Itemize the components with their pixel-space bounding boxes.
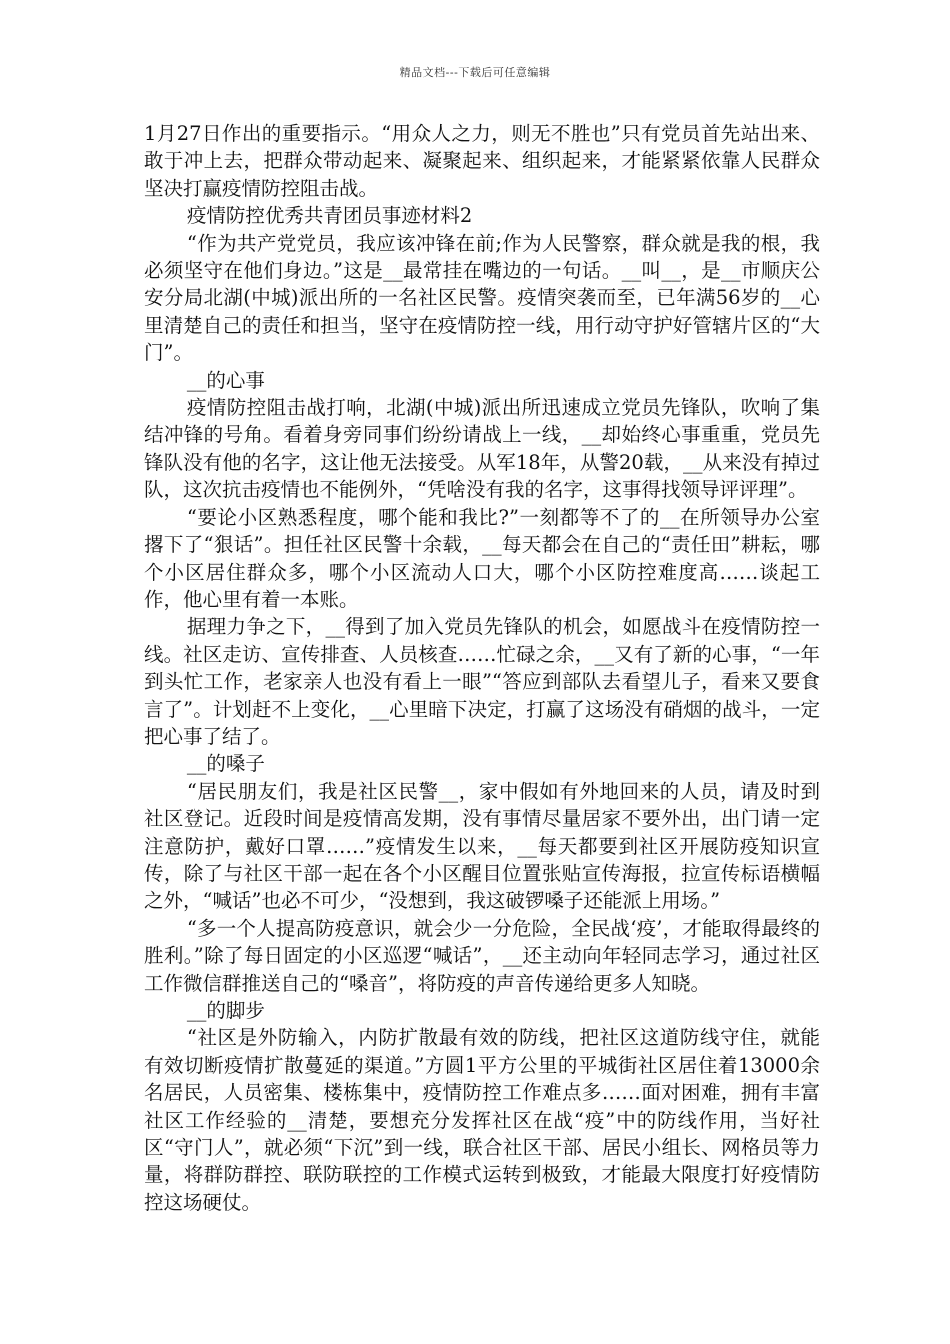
- subsection-heading: __的心事: [186, 368, 265, 392]
- paragraph: “作为共产党党员，我应该冲锋在前;作为人民警察，群众就是我的根，我必须坚守在他们身边。”这是__最常挂在嘴边的一句话。__叫__，是__市顺庆公安分局北湖(中城)派出所的一名社区民警。疫情突袭而至，已年满56岁的__心里清楚自己的责任和担当，坚守在疫情防控一线，用行动守护好管辖片区的“大门”。: [144, 231, 820, 365]
- paragraph: “多一个人提高防疫意识，就会少一分危险，全民战‘疫’，才能取得最终的胜利。”除了每日固定的小区巡逻“喊话”，__还主动向年轻同志学习，通过社区工作微信群推送自己的“嗓音”，将防疫的声音传递给更多人知晓。: [144, 916, 820, 995]
- paragraph: “要论小区熟悉程度，哪个能和我比?”一刻都等不了的__在所领导办公室撂下了“狠话”。担任社区民警十余载，__每天都会在自己的“责任田”耕耘，哪个小区居住群众多，哪个小区流动人口大，哪个小区防控难度高……谈起工作，他心里有着一本账。: [144, 505, 820, 611]
- paragraph: 疫情防控阻击战打响，北湖(中城)派出所迅速成立党员先锋队，吹响了集结冲锋的号角。看着身旁同事们纷纷请战上一线，__却始终心事重重，党员先锋队没有他的名字，这让他无法接受。从军18年，从警20载，__从来没有掉过队，这次抗击疫情也不能例外，“凭啥没有我的名字，这事得找领导评评理”。: [144, 396, 820, 502]
- subsection-heading: __的脚步: [186, 999, 265, 1022]
- subsection-heading: __的嗓子: [186, 752, 265, 776]
- paragraph: 据理力争之下，__得到了加入党员先锋队的机会，如愿战斗在疫情防控一线。社区走访、宣传排查、人员核查……忙碌之余，__又有了新的心事，“一年到头忙工作，老家亲人也没有看上一眼”“答应到部队去看望儿子，看来又要食言了”。计划赶不上变化，__心里暗下决定，打赢了这场没有硝烟的战斗，一定把心事了结了。: [144, 615, 820, 748]
- page-header: 精品文档---下载后可任意编辑: [399, 66, 551, 79]
- paragraph: “居民朋友们，我是社区民警__，家中假如有外地回来的人员，请及时到社区登记。近段时间是疫情高发期，没有事情尽量居家不要外出，出门请一定注意防护，戴好口罩……”疫情发生以来，__每天都要到社区开展防疫知识宣传，除了与社区干部一起在各个小区醒目位置张贴宣传海报，拉宣传标语横幅之外，“喊话”也必不可少，“没想到，我这破锣嗓子还能派上用场。”: [144, 779, 820, 913]
- document-body: [144, 120, 820, 1216]
- paragraph: “社区是外防输入，内防扩散最有效的防线，把社区这道防线守住，就能有效切断疫情扩散蔓延的渠道。”方圆1平方公里的平城街社区居住着13000余名居民，人员密集、楼栋集中，疫情防控工作难点多……面对困难，拥有丰富社区工作经验的__清楚，要想充分发挥社区在战“疫”中的防线作用，当好社区“守门人”，就必须“下沉”到一线，联合社区干部、居民小组长、网格员等力量，将群防群控、联防联控的工作模式运转到极致，才能最大限度打好疫情防控这场硬仗。: [144, 1026, 820, 1214]
- section-title: 疫情防控优秀共青团员事迹材料2: [186, 204, 473, 228]
- paragraph-continuation: 1月27日作出的重要指示。“用众人之力，则无不胜也”只有党员首先站出来、敢于冲上去，把群众带动起来、凝聚起来、组织起来，才能紧紧依靠人民群众坚决打赢疫情防控阻击战。: [144, 122, 820, 200]
